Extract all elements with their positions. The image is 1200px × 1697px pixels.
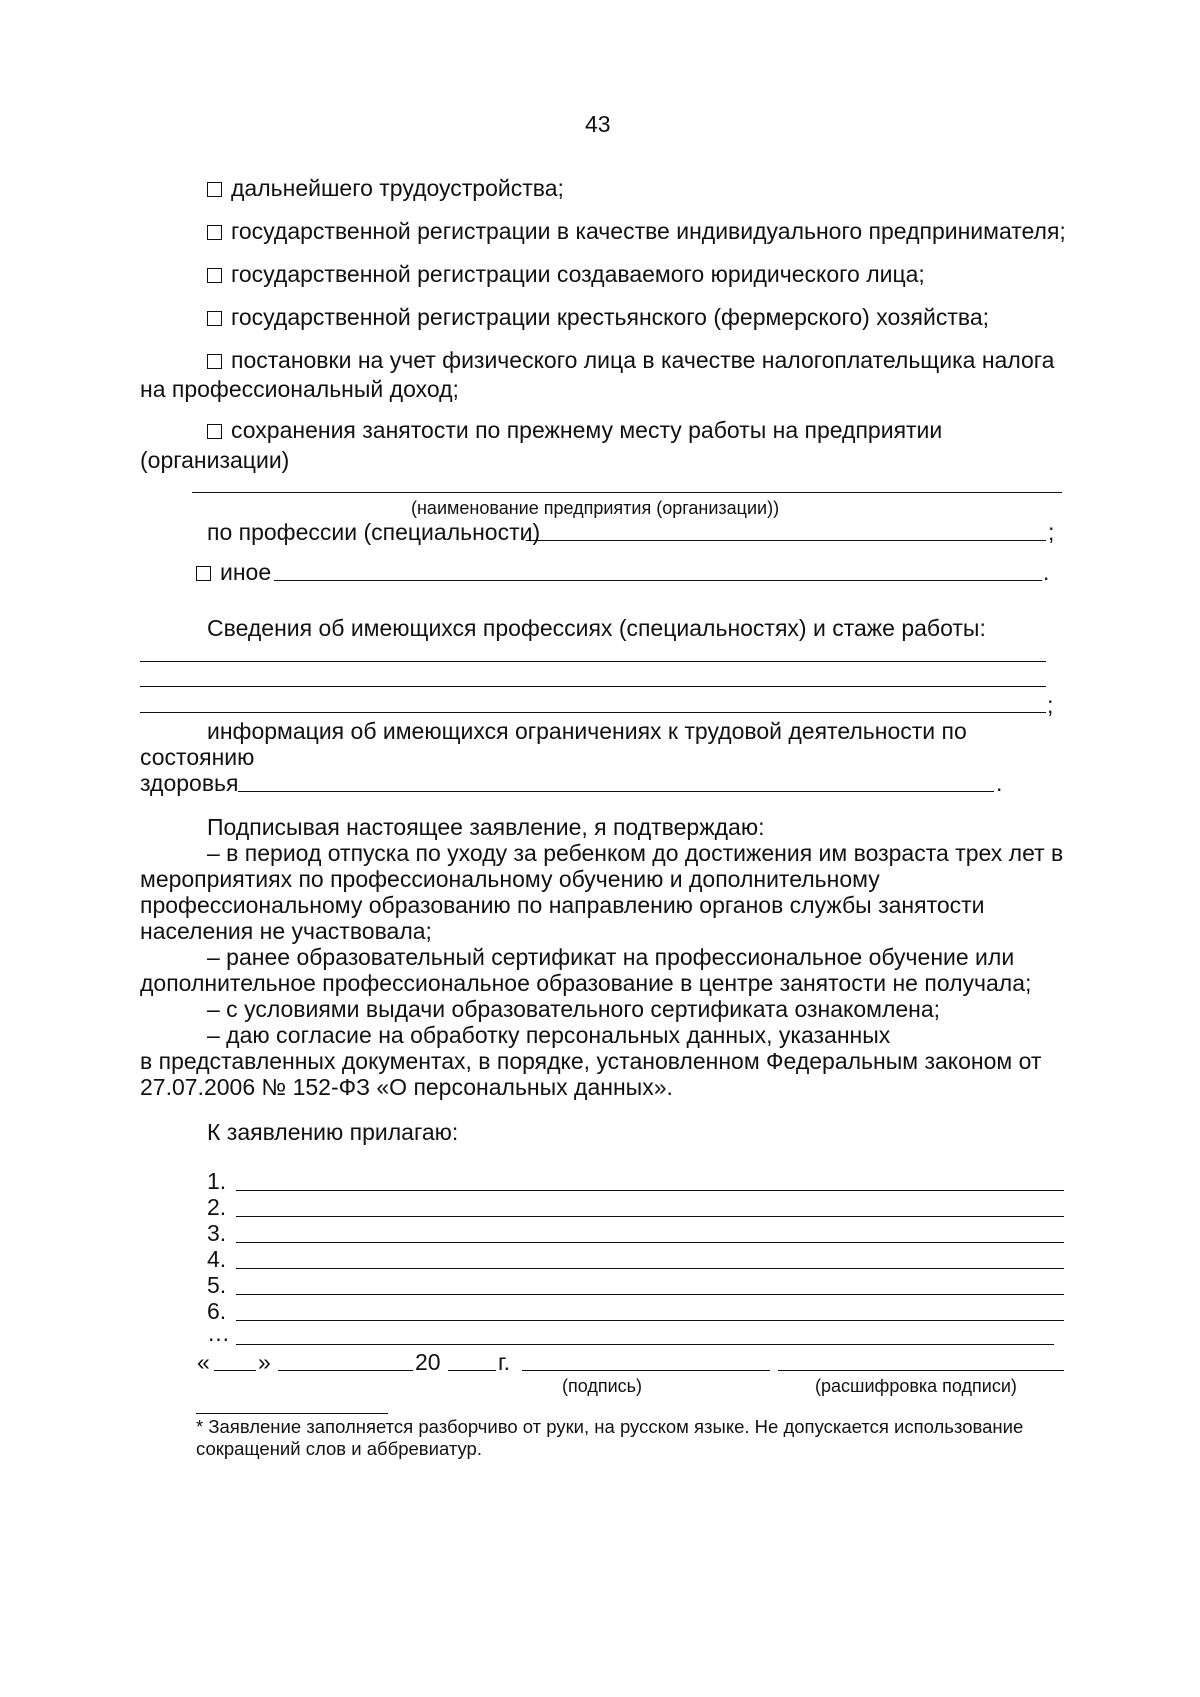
confirm-line: – ранее образовательный сертификат на профессиональное обучение или (207, 944, 1015, 970)
date-quote-open: « (197, 1349, 210, 1375)
health-field[interactable] (238, 791, 994, 792)
date-year-field[interactable] (448, 1370, 496, 1371)
footnote-text: * Заявление заполняется разборчиво от руки, на русском языке. Не допускается использование (196, 1416, 1024, 1437)
other-end: . (1043, 559, 1050, 585)
attachment-number: 5. (207, 1272, 227, 1298)
date-day-field[interactable] (214, 1370, 256, 1371)
confirm-line: – в период отпуска по уходу за ребенком до достижения им возраста трех лет в (207, 840, 1064, 866)
option-employment[interactable] (207, 177, 564, 200)
checkbox-icon[interactable] (207, 311, 222, 326)
page-number: 43 (585, 111, 611, 137)
attachment-line[interactable] (236, 1294, 1064, 1295)
profession-label: по профессии (специальности) (207, 519, 541, 545)
attachment-line[interactable] (236, 1216, 1064, 1217)
confirm-line: профессиональному образованию по направлению органов службы занятости (140, 892, 985, 918)
health-end: . (996, 770, 1003, 796)
profession-field[interactable] (526, 540, 1046, 541)
checkbox-icon[interactable] (207, 268, 222, 283)
option-other[interactable] (196, 561, 271, 584)
confirm-line: 27.07.2006 № 152-ФЗ «О персональных данных». (140, 1074, 673, 1100)
signature-caption: (подпись) (562, 1376, 643, 1396)
attachment-line[interactable] (236, 1344, 1054, 1345)
option-legal-entity-registration[interactable] (207, 263, 925, 286)
year-suffix: г. (498, 1349, 510, 1375)
experience-heading: Сведения об имеющихся профессиях (специальностях) и стаже работы: (207, 615, 986, 641)
health-text: здоровья (140, 770, 239, 796)
option-label: постановки на учет физического лица в качестве налогоплательщика налога (231, 347, 1055, 373)
confirm-line: дополнительное профессиональное образование в центре занятости не получала; (140, 970, 1032, 996)
attachment-line[interactable] (236, 1242, 1064, 1243)
option-keep-employment[interactable] (207, 419, 942, 442)
confirm-line: в представленных документах, в порядке, установленном Федеральным законом от (140, 1048, 1042, 1074)
date-month-field[interactable] (278, 1370, 413, 1371)
signature-decode-field[interactable] (778, 1370, 1064, 1371)
footnote-separator (196, 1413, 388, 1414)
option-label: государственной регистрации в качестве индивидуального предпринимателя; (231, 218, 1066, 244)
profession-end: ; (1048, 519, 1055, 545)
option-ip-registration[interactable] (207, 220, 1066, 243)
date-quote-close: » (258, 1349, 271, 1375)
option-label: государственной регистрации крестьянского (фермерского) хозяйства; (231, 304, 990, 330)
option-label: сохранения занятости по прежнему месту работы на предприятии (231, 417, 943, 443)
experience-line[interactable] (140, 712, 1046, 713)
confirm-intro: Подписывая настоящее заявление, я подтверждаю: (207, 814, 765, 840)
signature-field[interactable] (522, 1370, 770, 1371)
year-prefix: 20 (415, 1349, 441, 1375)
attachment-line[interactable] (236, 1190, 1064, 1191)
attachment-number: 3. (207, 1220, 227, 1246)
attachment-number: … (207, 1320, 230, 1346)
confirm-line: – даю согласие на обработку персональных данных, указанных (207, 1022, 891, 1048)
checkbox-icon[interactable] (207, 354, 222, 369)
attach-heading: К заявлению прилагаю: (207, 1119, 459, 1145)
attachment-line[interactable] (236, 1320, 1064, 1321)
checkbox-icon[interactable] (196, 566, 211, 581)
attachment-line[interactable] (236, 1268, 1064, 1269)
enterprise-caption: (наименование предприятия (организации)) (411, 498, 780, 518)
confirm-line: населения не участвовала; (140, 918, 432, 944)
health-text: состоянию (140, 744, 255, 770)
attachment-number: 2. (207, 1194, 227, 1220)
option-continuation: на профессиональный доход; (140, 376, 459, 402)
experience-line[interactable] (140, 686, 1046, 687)
attachment-number: 1. (207, 1168, 227, 1194)
experience-line[interactable] (140, 661, 1046, 662)
option-self-employed[interactable] (207, 349, 1054, 372)
attachment-number: 6. (207, 1298, 227, 1324)
enterprise-name-field[interactable] (192, 492, 1062, 493)
attachment-number: 4. (207, 1246, 227, 1272)
other-label: иное (220, 559, 272, 585)
signature-decode-caption: (расшифровка подписи) (815, 1376, 1017, 1396)
option-label: государственной регистрации создаваемого юридического лица; (231, 261, 925, 287)
other-field[interactable] (274, 580, 1042, 581)
footnote-text: сокращений слов и аббревиатур. (196, 1438, 482, 1459)
experience-end: ; (1047, 692, 1054, 718)
checkbox-icon[interactable] (207, 182, 222, 197)
confirm-line: мероприятиях по профессиональному обучению и дополнительному (140, 866, 880, 892)
health-text: информация об имеющихся ограничениях к трудовой деятельности по (207, 718, 967, 744)
option-farm-registration[interactable] (207, 306, 989, 329)
option-continuation: (организации) (140, 447, 290, 473)
confirm-line: – с условиями выдачи образовательного сертификата ознакомлена; (207, 996, 941, 1022)
checkbox-icon[interactable] (207, 225, 222, 240)
option-label: дальнейшего трудоустройства; (231, 175, 564, 201)
checkbox-icon[interactable] (207, 424, 222, 439)
